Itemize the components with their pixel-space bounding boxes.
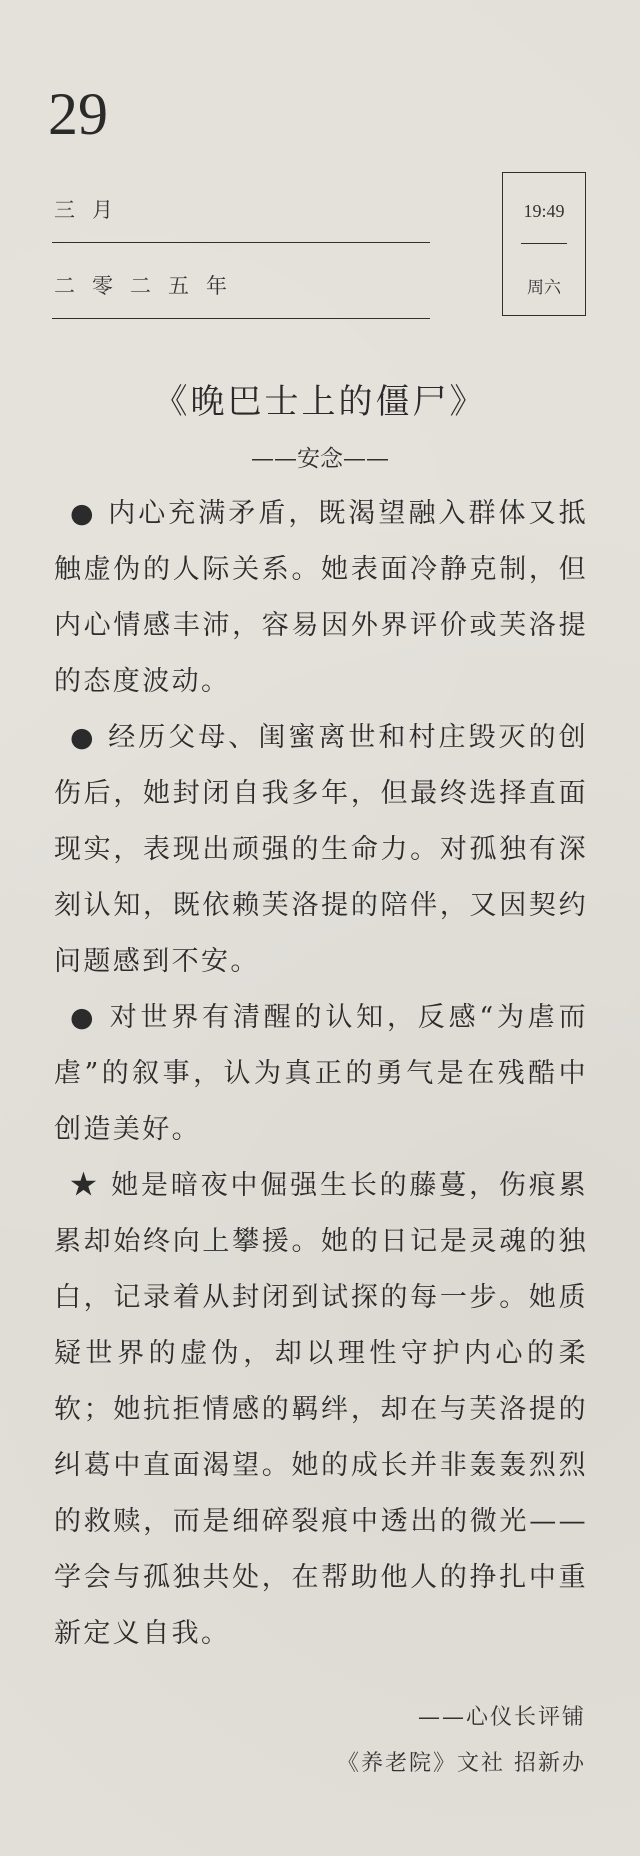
divider-line — [52, 318, 430, 319]
date-day: 29 — [48, 81, 108, 147]
paragraph: ● 内心充满矛盾，既渴望融入群体又抵触虚伪的人际关系。她表面冷静克制，但内心情感丰沛，容易因外界评价或芙洛提的态度波动。 — [54, 498, 588, 697]
article-title: 《晚巴士上的僵尸》 — [153, 382, 487, 422]
organization: 《养老院》文社 招新办 — [337, 1751, 586, 1776]
time-box — [502, 172, 586, 316]
signature: ——心仪长评铺 — [417, 1705, 586, 1730]
time-text: 19:49 — [523, 201, 565, 221]
paragraph: ● 对世界有清醒的认知，反感“为虐而虐”的叙事，认为真正的勇气是在残酷中创造美好。 — [54, 1002, 588, 1145]
date-month: 三月 — [54, 198, 130, 222]
date-year: 二零二五年 — [54, 274, 244, 298]
box-divider — [521, 243, 567, 244]
paragraph: ★ 她是暗夜中倔强生长的藤蔓，伤痕累累却始终向上攀援。她的日记是灵魂的独白，记录着从封闭到试探的每一步。她质疑世界的虚伪，却以理性守护内心的柔软；她抗拒情感的羁绊，却在与芙洛提的纠葛中直面渴望。她的成长并非轰轰烈烈的救赎，而是细碎裂痕中透出的微光——学会与孤独共处，在帮助他人的挣扎中重新定义自我。 — [54, 1170, 588, 1649]
divider-line — [52, 242, 430, 243]
article-author: ——安念—— — [251, 446, 389, 472]
weekday-text: 周六 — [527, 278, 561, 298]
paragraph: ● 经历父母、闺蜜离世和村庄毁灭的创伤后，她封闭自我多年，但最终选择直面现实，表现出顽强的生命力。对孤独有深刻认知，既依赖芙洛提的陪伴，又因契约问题感到不安。 — [54, 722, 588, 977]
article-body — [54, 486, 588, 1662]
